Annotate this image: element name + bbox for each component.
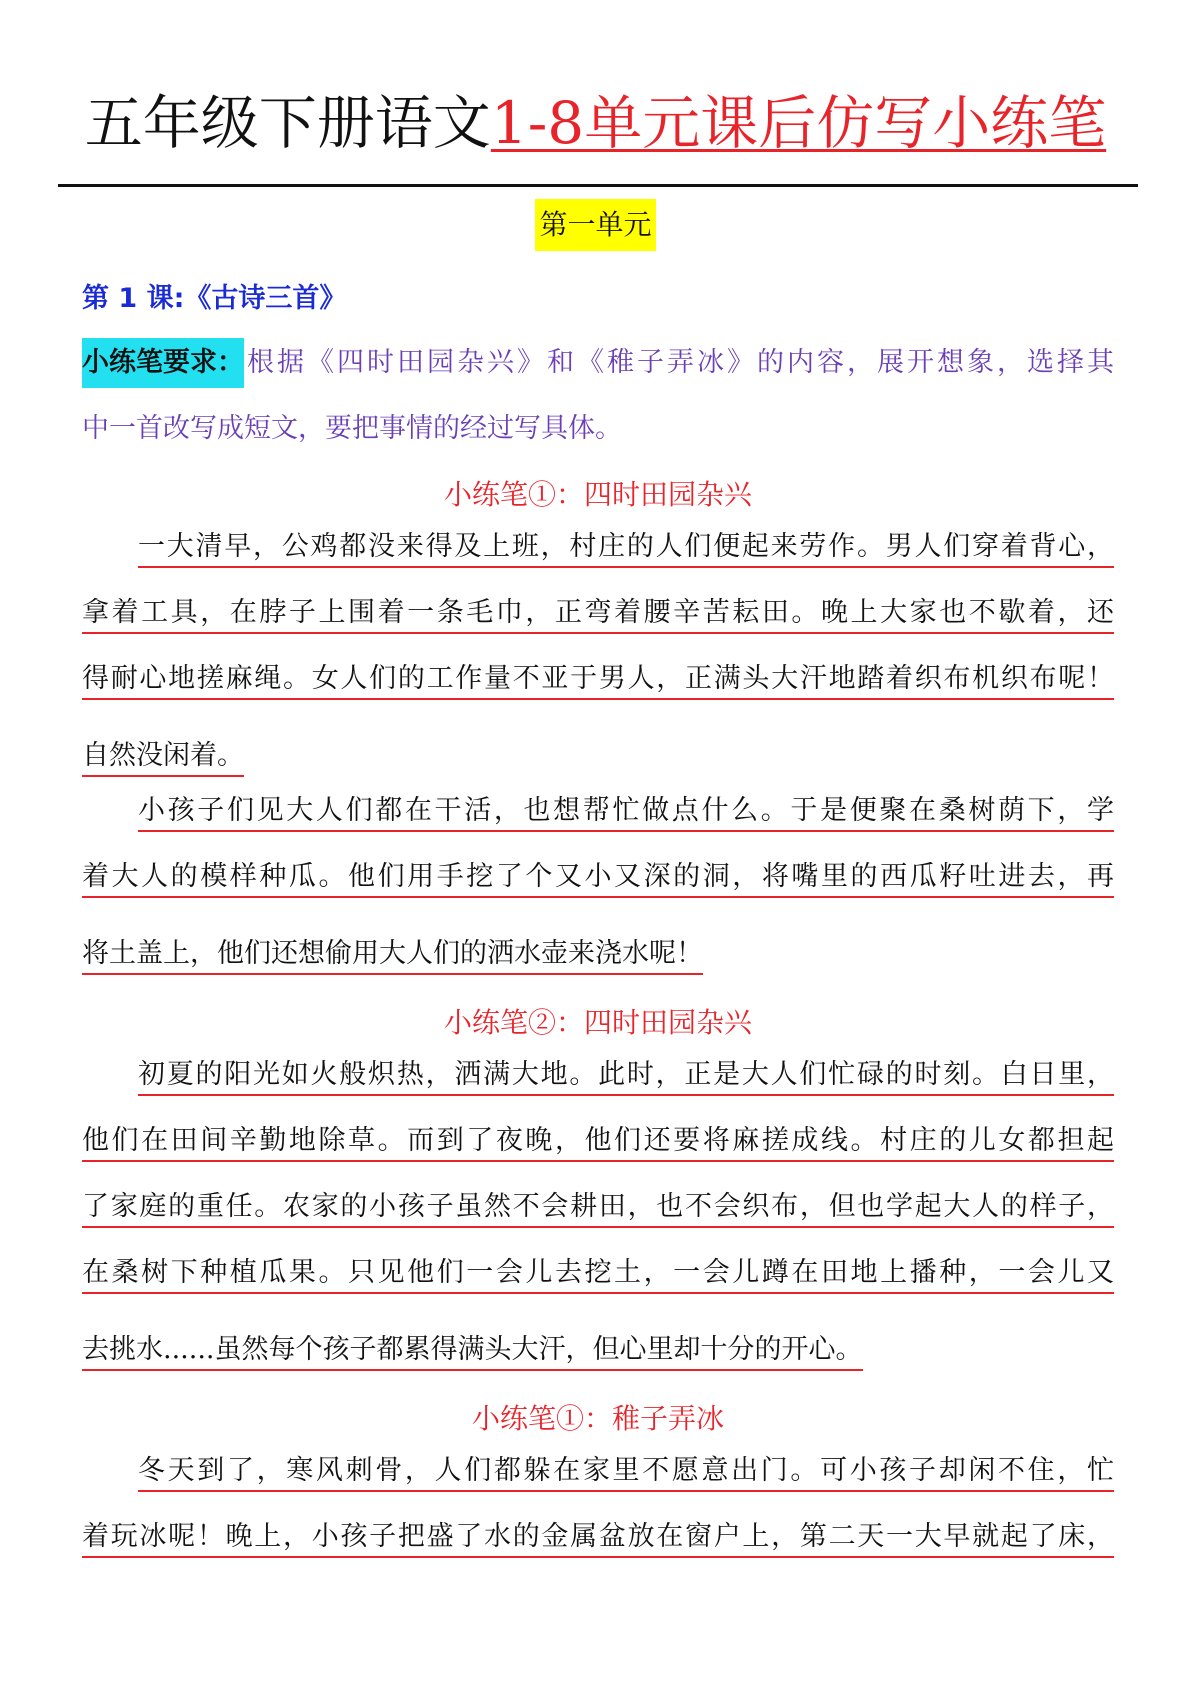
paragraph-line: [82, 1056, 1114, 1122]
document-title: [0, 88, 1191, 158]
requirement-line: [82, 330, 1114, 396]
paragraph-line: [82, 792, 1114, 858]
requirement-text-1: 根据《四时田园杂兴》和《稚子弄冰》的内容，展开想象，选择其: [244, 347, 1114, 378]
sections: [82, 462, 1114, 1584]
paragraph-line: [82, 726, 1114, 792]
paragraph-line: [82, 1254, 1114, 1320]
paragraph-line: [82, 1320, 1114, 1386]
paragraph-line: [82, 1452, 1114, 1518]
paragraph-line: [82, 660, 1114, 726]
paragraph-line: [82, 1188, 1114, 1254]
lesson-title: 第 1 课:《古诗三首》: [82, 283, 347, 314]
requirement-label: 小练笔要求：: [82, 338, 244, 388]
paragraph-line: [82, 594, 1114, 660]
requirement-line: 中一首改写成短文，要把事情的经过写具体。: [82, 413, 622, 444]
underlined-text: 冬天到了，寒风刺骨，人们都躲在家里不愿意出门。可小孩子却闲不住，忙: [138, 1452, 1114, 1492]
unit-label: 第一单元: [535, 199, 655, 251]
underlined-text: 了家庭的重任。农家的小孩子虽然不会耕田，也不会织布，但也学起大人的样子，: [82, 1188, 1114, 1228]
underlined-text: 他们在田间辛勤地除草。而到了夜晚，他们还要将麻搓成线。村庄的儿女都担起: [82, 1122, 1114, 1162]
underlined-text: 去挑水......虽然每个孩子都累得满头大汗，但心里却十分的开心。: [82, 1331, 863, 1371]
underlined-text: 得耐心地搓麻绳。女人们的工作量不亚于男人，正满头大汗地踏着织布机织布呢！: [82, 660, 1114, 700]
title-black: 五年级下册语文: [84, 89, 491, 157]
underlined-text: 一大清早，公鸡都没来得及上班，村庄的人们便起来劳作。男人们穿着背心，: [138, 528, 1114, 568]
underlined-text: 拿着工具，在脖子上围着一条毛巾，正弯着腰辛苦耘田。晚上大家也不歇着，还: [82, 594, 1114, 634]
paragraph-line: [82, 528, 1114, 594]
underlined-text: 着玩冰呢！晚上，小孩子把盛了水的金属盆放在窗户上，第二天一大早就起了床，: [82, 1518, 1114, 1558]
exercise-heading: 小练笔②：四时田园杂兴: [443, 1006, 752, 1039]
underlined-text: 在桑树下种植瓜果。只见他们一会儿去挖土，一会儿蹲在田地上播种，一会儿又: [82, 1254, 1114, 1294]
paragraph-line: [82, 924, 1114, 990]
paragraph-line: [82, 858, 1114, 924]
title-red: 1-8单元课后仿写小练笔: [490, 89, 1107, 157]
requirement: [82, 330, 1114, 462]
exercise-heading: 小练笔①：稚子弄冰: [471, 1402, 724, 1435]
underlined-text: 将土盖上，他们还想偷用大人们的洒水壶来浇水呢！: [82, 935, 703, 975]
document-body: [82, 268, 1114, 1584]
underlined-text: 初夏的阳光如火般炽热，洒满大地。此时，正是大人们忙碌的时刻。白日里，: [138, 1056, 1114, 1096]
exercise-heading: 小练笔①：四时田园杂兴: [443, 478, 752, 511]
paragraph-line: [82, 1518, 1114, 1584]
underlined-text: 自然没闲着。: [82, 737, 244, 777]
paragraph-line: [82, 1122, 1114, 1188]
unit-heading: [0, 199, 1191, 251]
title-divider: [58, 184, 1138, 187]
underlined-text: 着大人的模样种瓜。他们用手挖了个又小又深的洞，将嘴里的西瓜籽吐进去，再: [82, 858, 1114, 898]
underlined-text: 小孩子们见大人们都在干活，也想帮忙做点什么。于是便聚在桑树荫下，学: [138, 792, 1114, 832]
